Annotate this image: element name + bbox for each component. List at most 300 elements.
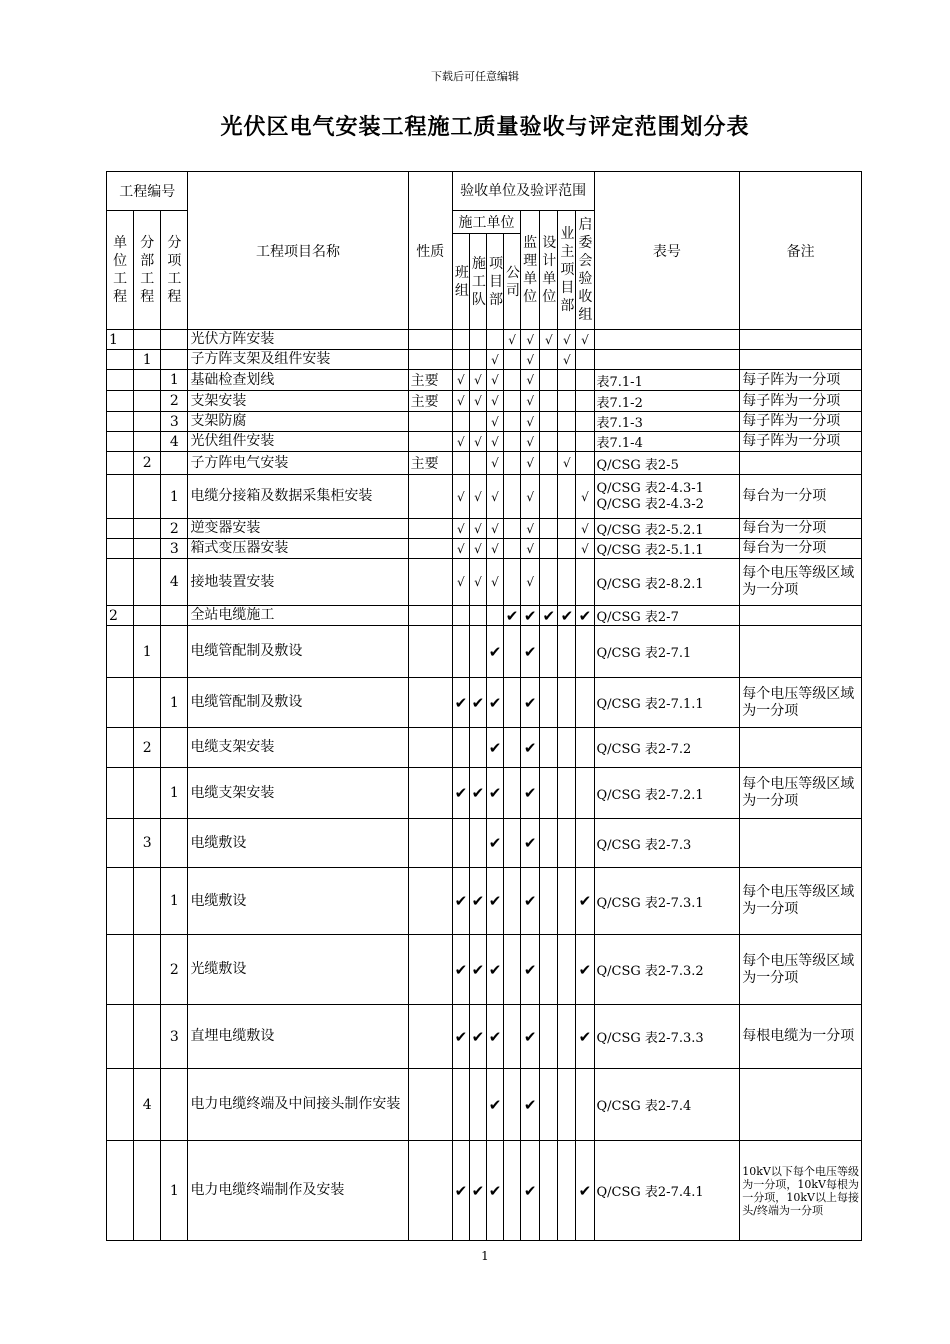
check-mark-cell: √ <box>521 412 540 432</box>
check-mark-cell <box>452 1069 469 1141</box>
form-number: Q/CSG 表2-7.1.1 <box>596 697 704 712</box>
table-row <box>107 412 862 432</box>
check-mark-cell: ✔ <box>469 678 486 728</box>
remark-cell: 每台为一分项 <box>740 519 862 539</box>
check-mark-cell <box>558 370 576 391</box>
sub-project-cell <box>134 519 161 539</box>
table-row <box>107 370 862 391</box>
check-mark-cell: ✔ <box>576 606 594 626</box>
unit-project-cell <box>107 452 134 475</box>
check-mark-cell: √ <box>469 391 486 412</box>
check-mark-cell <box>504 868 521 935</box>
check-mark-cell: ✔ <box>504 606 521 626</box>
check-mark-cell <box>452 606 469 626</box>
check-mark-cell <box>576 432 594 452</box>
form-number-cell <box>594 1141 740 1241</box>
header-acceptance-scope: 验收单位及验评范围 <box>452 172 594 211</box>
item-project-cell: 1 <box>161 370 188 391</box>
remark-cell: 每个电压等级区域为一分项 <box>740 768 862 819</box>
item-project-cell <box>161 1069 188 1141</box>
check-mark-cell <box>540 539 558 559</box>
check-mark-cell: ✔ <box>521 868 540 935</box>
nature-cell <box>408 768 452 819</box>
check-mark-cell <box>558 475 576 519</box>
check-mark-cell: ✔ <box>558 606 576 626</box>
check-mark-cell <box>540 768 558 819</box>
check-mark-cell <box>558 626 576 678</box>
nature-cell <box>408 519 452 539</box>
nature-cell <box>408 1069 452 1141</box>
check-mark-cell <box>540 432 558 452</box>
nature-cell <box>408 432 452 452</box>
unit-project-cell <box>107 728 134 768</box>
check-mark-cell: √ <box>576 539 594 559</box>
check-mark-cell: ✔ <box>452 1141 469 1241</box>
check-mark-cell: ✔ <box>452 678 469 728</box>
check-mark-cell <box>576 350 594 370</box>
item-project-cell <box>161 452 188 475</box>
check-mark-cell <box>558 539 576 559</box>
item-project-cell: 1 <box>161 768 188 819</box>
check-mark-cell: √ <box>469 519 486 539</box>
check-mark-cell: √ <box>504 330 521 350</box>
check-mark-cell <box>504 412 521 432</box>
table-row <box>107 1141 862 1241</box>
header-project-dept: 项目部 <box>486 234 503 330</box>
header-note: 下载后可任意编辑 <box>431 70 519 83</box>
project-name-cell: 子方阵电气安装 <box>188 452 408 475</box>
item-project-cell: 1 <box>161 868 188 935</box>
table-row <box>107 1005 862 1069</box>
check-mark-cell: ✔ <box>486 768 503 819</box>
check-mark-cell: √ <box>469 559 486 606</box>
remark-cell <box>740 330 862 350</box>
check-mark-cell: √ <box>452 539 469 559</box>
nature-cell <box>408 330 452 350</box>
check-mark-cell <box>558 559 576 606</box>
check-mark-cell: √ <box>558 452 576 475</box>
unit-project-cell <box>107 539 134 559</box>
sub-project-cell <box>134 868 161 935</box>
check-mark-cell: √ <box>452 432 469 452</box>
check-mark-cell: ✔ <box>521 1005 540 1069</box>
table-row <box>107 559 862 606</box>
header-company: 公司 <box>504 234 521 330</box>
project-name-cell: 电缆支架安装 <box>188 768 408 819</box>
form-number: Q/CSG 表2-5 <box>596 457 679 473</box>
remark-cell <box>740 728 862 768</box>
item-project-cell: 3 <box>161 539 188 559</box>
check-mark-cell <box>540 1069 558 1141</box>
check-mark-cell <box>504 391 521 412</box>
check-mark-cell: ✔ <box>486 626 503 678</box>
check-mark-cell <box>504 559 521 606</box>
remark-cell: 每个电压等级区域为一分项 <box>740 678 862 728</box>
unit-project-cell <box>107 768 134 819</box>
check-mark-cell <box>452 350 469 370</box>
remark-cell: 每个电压等级区域为一分项 <box>740 559 862 606</box>
table-row <box>107 678 862 728</box>
nature-cell: 主要 <box>408 452 452 475</box>
item-project-cell: 3 <box>161 1005 188 1069</box>
project-name-cell: 基础检查划线 <box>188 370 408 391</box>
sub-project-cell <box>134 475 161 519</box>
item-project-cell <box>161 350 188 370</box>
check-mark-cell <box>452 819 469 868</box>
sub-project-cell: 1 <box>134 350 161 370</box>
check-mark-cell: ✔ <box>486 1005 503 1069</box>
remark-cell <box>740 606 862 626</box>
header-unit-project: 单位工程 <box>107 211 134 330</box>
check-mark-cell <box>540 370 558 391</box>
check-mark-cell: √ <box>521 559 540 606</box>
check-mark-cell <box>558 819 576 868</box>
check-mark-cell: √ <box>521 519 540 539</box>
form-number-cell <box>594 559 740 606</box>
item-project-cell <box>161 626 188 678</box>
table-row <box>107 539 862 559</box>
form-number-cell <box>594 868 740 935</box>
check-mark-cell <box>576 768 594 819</box>
table-row <box>107 1069 862 1141</box>
item-project-cell: 2 <box>161 391 188 412</box>
check-mark-cell <box>452 728 469 768</box>
check-mark-cell <box>540 391 558 412</box>
check-mark-cell: √ <box>486 370 503 391</box>
check-mark-cell: ✔ <box>486 819 503 868</box>
check-mark-cell: √ <box>486 475 503 519</box>
table-row <box>107 350 862 370</box>
table-row <box>107 330 862 350</box>
sub-project-cell: 2 <box>134 728 161 768</box>
sub-project-cell <box>134 432 161 452</box>
check-mark-cell: √ <box>469 475 486 519</box>
sub-project-cell <box>134 768 161 819</box>
item-project-cell <box>161 606 188 626</box>
form-number: Q/CSG 表2-7.2 <box>596 742 692 757</box>
project-name-cell: 电力电缆终端及中间接头制作安装 <box>188 1069 408 1141</box>
form-number-cell <box>594 475 740 519</box>
check-mark-cell <box>469 350 486 370</box>
form-number-cell <box>594 452 740 475</box>
unit-project-cell <box>107 412 134 432</box>
form-number: 表7.1-4 <box>596 436 643 451</box>
check-mark-cell: √ <box>452 475 469 519</box>
table-row <box>107 768 862 819</box>
nature-cell <box>408 1005 452 1069</box>
check-mark-cell: √ <box>540 330 558 350</box>
check-mark-cell: √ <box>452 370 469 391</box>
check-mark-cell <box>504 626 521 678</box>
check-mark-cell: √ <box>558 350 576 370</box>
check-mark-cell: √ <box>469 432 486 452</box>
check-mark-cell <box>504 432 521 452</box>
check-mark-cell: √ <box>486 432 503 452</box>
form-number: Q/CSG 表2-7.3.1 <box>596 895 704 911</box>
nature-cell <box>408 475 452 519</box>
check-mark-cell: √ <box>521 350 540 370</box>
check-mark-cell: ✔ <box>486 935 503 1005</box>
remark-cell: 每个电压等级区域为一分项 <box>740 935 862 1005</box>
unit-project-cell <box>107 432 134 452</box>
check-mark-cell: √ <box>452 519 469 539</box>
check-mark-cell: ✔ <box>452 935 469 1005</box>
check-mark-cell <box>504 819 521 868</box>
project-name-cell: 电缆管配制及敷设 <box>188 626 408 678</box>
check-mark-cell <box>469 330 486 350</box>
check-mark-cell <box>540 1141 558 1241</box>
item-project-cell: 4 <box>161 559 188 606</box>
check-mark-cell <box>469 626 486 678</box>
item-project-cell <box>161 819 188 868</box>
check-mark-cell <box>504 1069 521 1141</box>
form-number: Q/CSG 表2-7.1 <box>596 646 692 661</box>
check-mark-cell <box>452 330 469 350</box>
item-project-cell: 1 <box>161 678 188 728</box>
sub-project-cell <box>134 935 161 1005</box>
unit-project-cell <box>107 559 134 606</box>
check-mark-cell <box>452 626 469 678</box>
check-mark-cell <box>486 330 503 350</box>
form-number-cell <box>594 350 740 370</box>
check-mark-cell <box>504 452 521 475</box>
check-mark-cell <box>576 728 594 768</box>
check-mark-cell: √ <box>521 452 540 475</box>
check-mark-cell <box>558 1141 576 1241</box>
check-mark-cell <box>558 768 576 819</box>
check-mark-cell <box>540 350 558 370</box>
check-mark-cell: √ <box>469 539 486 559</box>
form-number-cell <box>594 432 740 452</box>
sub-project-cell <box>134 370 161 391</box>
check-mark-cell <box>540 475 558 519</box>
project-name-cell: 子方阵支架及组件安装 <box>188 350 408 370</box>
check-mark-cell <box>469 1069 486 1141</box>
nature-cell <box>408 868 452 935</box>
sub-project-cell <box>134 1005 161 1069</box>
project-name-cell: 支架安装 <box>188 391 408 412</box>
form-number-cell <box>594 370 740 391</box>
form-number: Q/CSG 表2-7.3.2 <box>596 964 704 979</box>
table-row <box>107 935 862 1005</box>
check-mark-cell: ✔ <box>521 678 540 728</box>
check-mark-cell <box>558 432 576 452</box>
check-mark-cell: √ <box>576 475 594 519</box>
form-number: Q/CSG 表2-8.2.1 <box>596 576 704 592</box>
check-mark-cell: ✔ <box>521 728 540 768</box>
sub-project-cell: 4 <box>134 1069 161 1141</box>
check-mark-cell <box>576 370 594 391</box>
check-mark-cell: ✔ <box>576 1141 594 1241</box>
table-row <box>107 519 862 539</box>
sub-project-cell: 2 <box>134 452 161 475</box>
check-mark-cell <box>452 412 469 432</box>
sub-project-cell: 3 <box>134 819 161 868</box>
nature-cell: 主要 <box>408 370 452 391</box>
check-mark-cell <box>558 1005 576 1069</box>
header-project-code: 工程编号 <box>107 172 188 211</box>
form-number-cell <box>594 412 740 432</box>
remark-cell: 每子阵为一分项 <box>740 391 862 412</box>
check-mark-cell <box>540 1005 558 1069</box>
header-remarks: 备注 <box>740 172 862 330</box>
check-mark-cell <box>540 626 558 678</box>
remark-cell: 10kV以下每个电压等级为一分项，10kV每根为一分项，10kV以上每接头/终端为一分项 <box>740 1141 862 1241</box>
nature-cell <box>408 935 452 1005</box>
nature-cell <box>408 819 452 868</box>
project-name-cell: 逆变器安装 <box>188 519 408 539</box>
check-mark-cell <box>558 1069 576 1141</box>
check-mark-cell <box>558 519 576 539</box>
header-item-project: 分项工程 <box>161 211 188 330</box>
check-mark-cell <box>504 475 521 519</box>
check-mark-cell: ✔ <box>576 1005 594 1069</box>
project-name-cell: 电缆敷设 <box>188 819 408 868</box>
check-mark-cell: ✔ <box>521 606 540 626</box>
form-number: 表7.1-1 <box>596 374 643 390</box>
check-mark-cell <box>469 452 486 475</box>
item-project-cell: 1 <box>161 1141 188 1241</box>
sub-project-cell <box>134 539 161 559</box>
remark-cell: 每台为一分项 <box>740 539 862 559</box>
table-row <box>107 626 862 678</box>
check-mark-cell: ✔ <box>452 768 469 819</box>
check-mark-cell: √ <box>486 412 503 432</box>
form-number-cell <box>594 819 740 868</box>
header-team: 班组 <box>452 234 469 330</box>
form-number: Q/CSG 表2-7.3.3 <box>596 1031 704 1046</box>
remark-cell <box>740 452 862 475</box>
remark-cell: 每子阵为一分项 <box>740 412 862 432</box>
form-number-cell <box>594 728 740 768</box>
check-mark-cell <box>540 559 558 606</box>
check-mark-cell: ✔ <box>521 1069 540 1141</box>
form-number-cell <box>594 519 740 539</box>
form-number: Q/CSG 表2-7.4 <box>596 1099 692 1114</box>
remark-cell <box>740 1069 862 1141</box>
table-row <box>107 432 862 452</box>
check-mark-cell <box>452 452 469 475</box>
document-title: 光伏区电气安装工程施工质量验收与评定范围划分表 <box>220 114 750 140</box>
remark-cell: 每根电缆为一分项 <box>740 1005 862 1069</box>
check-mark-cell: ✔ <box>521 626 540 678</box>
table-row <box>107 606 862 626</box>
nature-cell <box>408 350 452 370</box>
project-name-cell: 箱式变压器安装 <box>188 539 408 559</box>
check-mark-cell: √ <box>521 391 540 412</box>
check-mark-cell <box>576 452 594 475</box>
sub-project-cell <box>134 1141 161 1241</box>
nature-cell: 主要 <box>408 391 452 412</box>
unit-project-cell <box>107 868 134 935</box>
project-name-cell: 电缆支架安装 <box>188 728 408 768</box>
check-mark-cell <box>576 626 594 678</box>
check-mark-cell <box>558 728 576 768</box>
item-project-cell: 1 <box>161 475 188 519</box>
table-row <box>107 728 862 768</box>
nature-cell <box>408 606 452 626</box>
check-mark-cell <box>504 539 521 559</box>
check-mark-cell <box>469 819 486 868</box>
check-mark-cell <box>576 1069 594 1141</box>
form-number-cell <box>594 1005 740 1069</box>
check-mark-cell <box>540 678 558 728</box>
check-mark-cell: √ <box>576 330 594 350</box>
unit-project-cell <box>107 350 134 370</box>
check-mark-cell: √ <box>521 370 540 391</box>
unit-project-cell <box>107 678 134 728</box>
check-mark-cell: √ <box>576 519 594 539</box>
sub-project-cell <box>134 678 161 728</box>
check-mark-cell: √ <box>486 391 503 412</box>
check-mark-cell <box>504 678 521 728</box>
check-mark-cell <box>469 606 486 626</box>
header-owner-dept: 业主项目部 <box>558 211 576 330</box>
unit-project-cell: 1 <box>107 330 134 350</box>
check-mark-cell <box>558 391 576 412</box>
form-number: Q/CSG 表2-7 <box>596 610 679 625</box>
item-project-cell: 3 <box>161 412 188 432</box>
form-number-cell <box>594 606 740 626</box>
check-mark-cell <box>504 935 521 1005</box>
check-mark-cell: ✔ <box>521 819 540 868</box>
check-mark-cell: ✔ <box>486 1141 503 1241</box>
check-mark-cell: ✔ <box>452 1005 469 1069</box>
check-mark-cell <box>504 1141 521 1241</box>
table-row <box>107 452 862 475</box>
check-mark-cell: √ <box>486 350 503 370</box>
check-mark-cell: ✔ <box>521 768 540 819</box>
project-name-cell: 直埋电缆敷设 <box>188 1005 408 1069</box>
table-row <box>107 819 862 868</box>
acceptance-scope-table <box>106 171 862 1241</box>
sub-project-cell: 1 <box>134 626 161 678</box>
nature-cell <box>408 1141 452 1241</box>
form-number: Q/CSG 表2-7.2.1 <box>596 787 704 803</box>
project-name-cell: 电缆分接箱及数据采集柜安装 <box>188 475 408 519</box>
form-number: Q/CSG 表2-5.1.1 <box>596 543 704 558</box>
header-supervision: 监理单位 <box>521 211 540 330</box>
form-number: 表7.1-2 <box>596 395 643 411</box>
header-project-name: 工程项目名称 <box>188 172 408 330</box>
page-number: 1 <box>481 1249 489 1263</box>
table-row <box>107 868 862 935</box>
check-mark-cell: √ <box>486 452 503 475</box>
header-construction-unit: 施工单位 <box>452 211 520 234</box>
form-number-cell <box>594 768 740 819</box>
check-mark-cell <box>576 412 594 432</box>
sub-project-cell <box>134 412 161 432</box>
table-row <box>107 475 862 519</box>
check-mark-cell: √ <box>521 539 540 559</box>
sub-project-cell <box>134 330 161 350</box>
check-mark-cell <box>576 819 594 868</box>
check-mark-cell <box>540 519 558 539</box>
project-name-cell: 光伏组件安装 <box>188 432 408 452</box>
sub-project-cell <box>134 559 161 606</box>
nature-cell <box>408 678 452 728</box>
project-name-cell: 光伏方阵安装 <box>188 330 408 350</box>
check-mark-cell: √ <box>521 475 540 519</box>
sub-project-cell <box>134 391 161 412</box>
form-number: Q/CSG 表2-5.2.1 <box>596 523 704 538</box>
check-mark-cell <box>576 391 594 412</box>
check-mark-cell: ✔ <box>486 728 503 768</box>
unit-project-cell <box>107 475 134 519</box>
check-mark-cell <box>504 370 521 391</box>
unit-project-cell <box>107 370 134 391</box>
check-mark-cell: √ <box>521 432 540 452</box>
